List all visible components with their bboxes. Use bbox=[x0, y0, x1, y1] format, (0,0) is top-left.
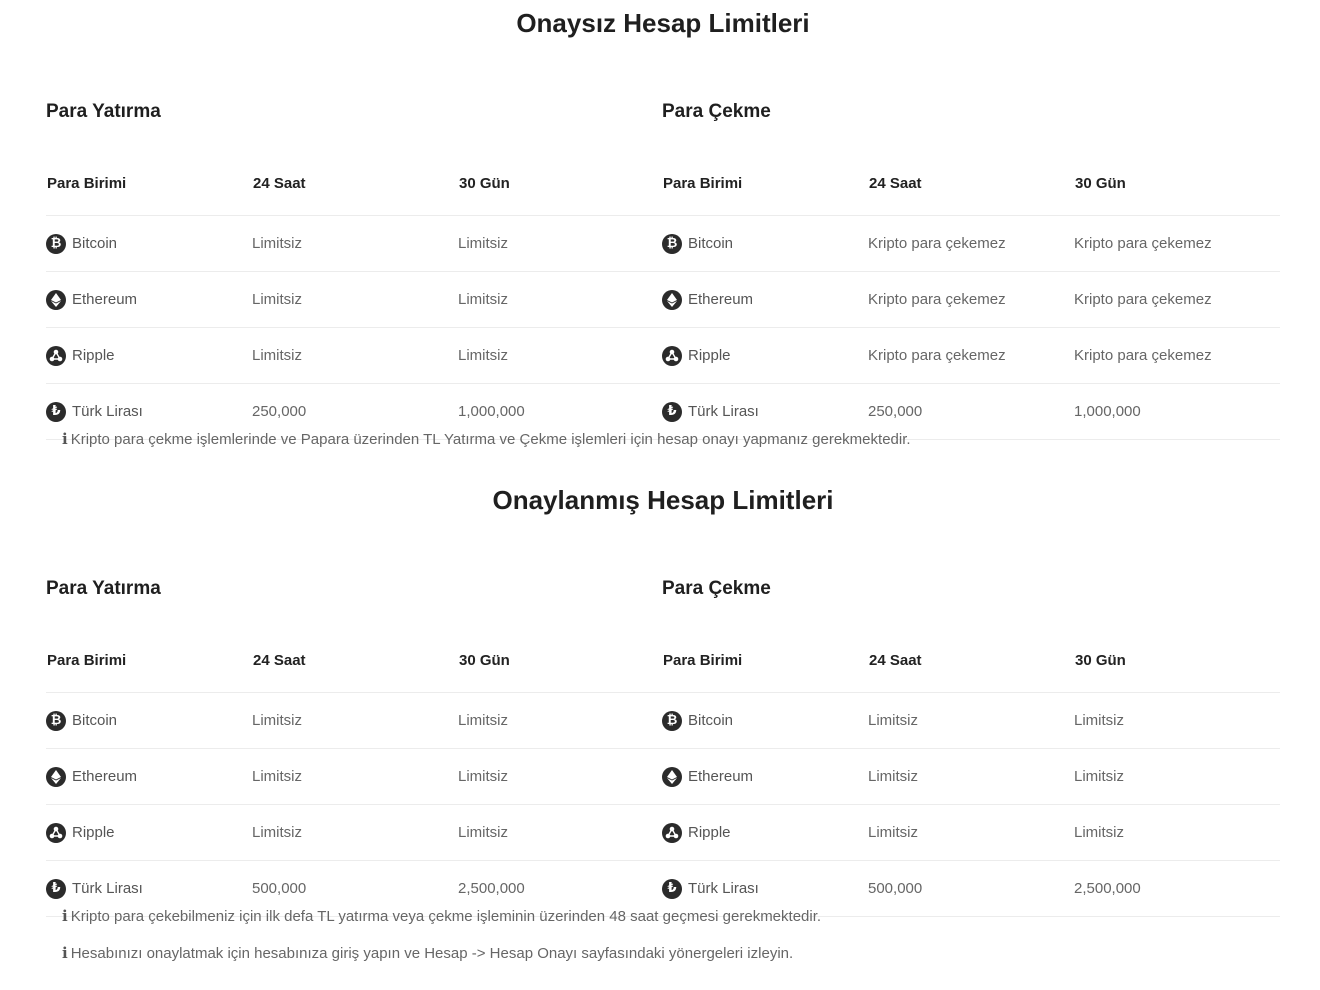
currency-name: Türk Lirası bbox=[72, 880, 143, 897]
ripple-icon bbox=[46, 346, 66, 366]
currency-cell bbox=[46, 216, 252, 272]
limit-24h: Limitsiz bbox=[252, 805, 458, 861]
turkish-lira-icon: ₺ bbox=[662, 402, 682, 422]
table-row bbox=[46, 216, 664, 272]
currency-name: Türk Lirası bbox=[72, 403, 143, 420]
ethereum-icon bbox=[662, 767, 682, 787]
limit-24h: Limitsiz bbox=[868, 805, 1074, 861]
currency-cell bbox=[662, 749, 868, 805]
limit-24h: 250,000 bbox=[868, 384, 1074, 440]
table-row bbox=[46, 749, 664, 805]
limit-30d: Limitsiz bbox=[458, 693, 664, 749]
turkish-lira-icon: ₺ bbox=[46, 402, 66, 422]
currency-cell bbox=[46, 805, 252, 861]
currency-name: Bitcoin bbox=[688, 235, 734, 252]
limits-table bbox=[662, 151, 1280, 440]
panel-heading: Para Yatırma bbox=[46, 101, 161, 122]
limit-24h: 500,000 bbox=[868, 861, 1074, 917]
column-header: 30 Gün bbox=[1074, 151, 1280, 216]
limit-30d: Limitsiz bbox=[458, 216, 664, 272]
limit-30d: 2,500,000 bbox=[458, 861, 664, 917]
currency-cell bbox=[662, 216, 868, 272]
table-header-row bbox=[662, 628, 1280, 693]
limit-30d: Limitsiz bbox=[458, 272, 664, 328]
table-header-row bbox=[662, 151, 1280, 216]
column-header: Para Birimi bbox=[662, 628, 868, 693]
ethereum-icon bbox=[662, 290, 682, 310]
limit-30d: Limitsiz bbox=[1074, 749, 1280, 805]
limit-24h: Limitsiz bbox=[252, 328, 458, 384]
limit-30d: Limitsiz bbox=[458, 328, 664, 384]
info-icon: i bbox=[62, 944, 68, 962]
ripple-icon bbox=[46, 823, 66, 843]
column-header: 24 Saat bbox=[868, 628, 1074, 693]
limits-table bbox=[46, 628, 664, 917]
currency-cell bbox=[46, 749, 252, 805]
currency-cell bbox=[46, 272, 252, 328]
limits-table bbox=[46, 151, 664, 440]
ethereum-icon bbox=[46, 290, 66, 310]
limit-30d: Kripto para çekemez bbox=[1074, 328, 1280, 384]
info-note-text: Hesabınızı onaylatmak için hesabınıza giriş yapın ve Hesap -> Hesap Onayı sayfasındaki yönergeleri izleyin. bbox=[70, 945, 794, 962]
panel-heading: Para Çekme bbox=[662, 578, 771, 599]
currency-cell bbox=[46, 328, 252, 384]
column-header: 30 Gün bbox=[1074, 628, 1280, 693]
currency-name: Bitcoin bbox=[72, 712, 118, 729]
table-row bbox=[662, 749, 1280, 805]
table-row bbox=[46, 693, 664, 749]
turkish-lira-icon: ₺ bbox=[46, 879, 66, 899]
currency-cell bbox=[662, 272, 868, 328]
limit-30d: Kripto para çekemez bbox=[1074, 216, 1280, 272]
ripple-icon bbox=[662, 346, 682, 366]
table-header-row bbox=[46, 151, 664, 216]
limit-24h: 500,000 bbox=[252, 861, 458, 917]
currency-name: Türk Lirası bbox=[688, 403, 759, 420]
table-row bbox=[46, 272, 664, 328]
currency-name: Ethereum bbox=[72, 291, 138, 308]
table-row bbox=[662, 328, 1280, 384]
panel-heading: Para Yatırma bbox=[46, 578, 161, 599]
currency-name: Bitcoin bbox=[688, 712, 734, 729]
limit-30d: Limitsiz bbox=[1074, 693, 1280, 749]
bitcoin-icon: ₿ bbox=[662, 711, 682, 731]
currency-name: Ethereum bbox=[688, 768, 754, 785]
info-note bbox=[62, 907, 821, 925]
currency-cell bbox=[662, 328, 868, 384]
limit-30d: 1,000,000 bbox=[458, 384, 664, 440]
bitcoin-icon: ₿ bbox=[46, 234, 66, 254]
currency-cell bbox=[662, 805, 868, 861]
section-title-unverified: Onaysız Hesap Limitleri bbox=[516, 8, 810, 38]
info-note-text: Kripto para çekebilmeniz için ilk defa TL yatırma veya çekme işleminin üzerinden 48 saat geçmesi gerekmektedir. bbox=[70, 908, 822, 925]
ethereum-icon bbox=[46, 767, 66, 787]
column-header: Para Birimi bbox=[662, 151, 868, 216]
currency-name: Türk Lirası bbox=[688, 880, 759, 897]
info-note-text: Kripto para çekme işlemlerinde ve Papara üzerinden TL Yatırma ve Çekme işlemleri için hesap onayı yapmanız gerekmektedir. bbox=[70, 431, 911, 448]
table-row bbox=[662, 216, 1280, 272]
limit-24h: Kripto para çekemez bbox=[868, 272, 1074, 328]
limit-24h: Limitsiz bbox=[868, 693, 1074, 749]
info-note bbox=[62, 430, 911, 448]
currency-name: Ripple bbox=[688, 347, 731, 364]
limit-24h: Kripto para çekemez bbox=[868, 216, 1074, 272]
column-header: Para Birimi bbox=[46, 628, 252, 693]
limit-24h: 250,000 bbox=[252, 384, 458, 440]
table-row bbox=[46, 328, 664, 384]
limit-30d: Kripto para çekemez bbox=[1074, 272, 1280, 328]
limit-30d: 1,000,000 bbox=[1074, 384, 1280, 440]
limit-30d: Limitsiz bbox=[1074, 805, 1280, 861]
limit-24h: Limitsiz bbox=[252, 693, 458, 749]
bitcoin-icon: ₿ bbox=[46, 711, 66, 731]
table-row bbox=[662, 693, 1280, 749]
info-icon: i bbox=[62, 430, 68, 448]
info-icon: i bbox=[62, 907, 68, 925]
limit-30d: 2,500,000 bbox=[1074, 861, 1280, 917]
limit-24h: Limitsiz bbox=[252, 216, 458, 272]
column-header: 30 Gün bbox=[458, 628, 664, 693]
table-row bbox=[46, 805, 664, 861]
limit-24h: Kripto para çekemez bbox=[868, 328, 1074, 384]
column-header: 24 Saat bbox=[868, 151, 1074, 216]
panel-heading: Para Çekme bbox=[662, 101, 771, 122]
column-header: 24 Saat bbox=[252, 628, 458, 693]
currency-name: Ripple bbox=[72, 824, 115, 841]
currency-cell bbox=[46, 693, 252, 749]
currency-name: Bitcoin bbox=[72, 235, 118, 252]
limit-24h: Limitsiz bbox=[252, 272, 458, 328]
table-row bbox=[662, 805, 1280, 861]
column-header: 24 Saat bbox=[252, 151, 458, 216]
table-header-row bbox=[46, 628, 664, 693]
limit-30d: Limitsiz bbox=[458, 749, 664, 805]
column-header: Para Birimi bbox=[46, 151, 252, 216]
limit-24h: Limitsiz bbox=[252, 749, 458, 805]
limits-table bbox=[662, 628, 1280, 917]
turkish-lira-icon: ₺ bbox=[662, 879, 682, 899]
limit-24h: Limitsiz bbox=[868, 749, 1074, 805]
currency-name: Ethereum bbox=[688, 291, 754, 308]
currency-name: Ethereum bbox=[72, 768, 138, 785]
currency-name: Ripple bbox=[72, 347, 115, 364]
section-title-verified: Onaylanmış Hesap Limitleri bbox=[492, 485, 834, 515]
currency-cell bbox=[662, 693, 868, 749]
info-note bbox=[62, 944, 793, 962]
currency-name: Ripple bbox=[688, 824, 731, 841]
limit-30d: Limitsiz bbox=[458, 805, 664, 861]
table-row bbox=[662, 272, 1280, 328]
column-header: 30 Gün bbox=[458, 151, 664, 216]
ripple-icon bbox=[662, 823, 682, 843]
bitcoin-icon: ₿ bbox=[662, 234, 682, 254]
